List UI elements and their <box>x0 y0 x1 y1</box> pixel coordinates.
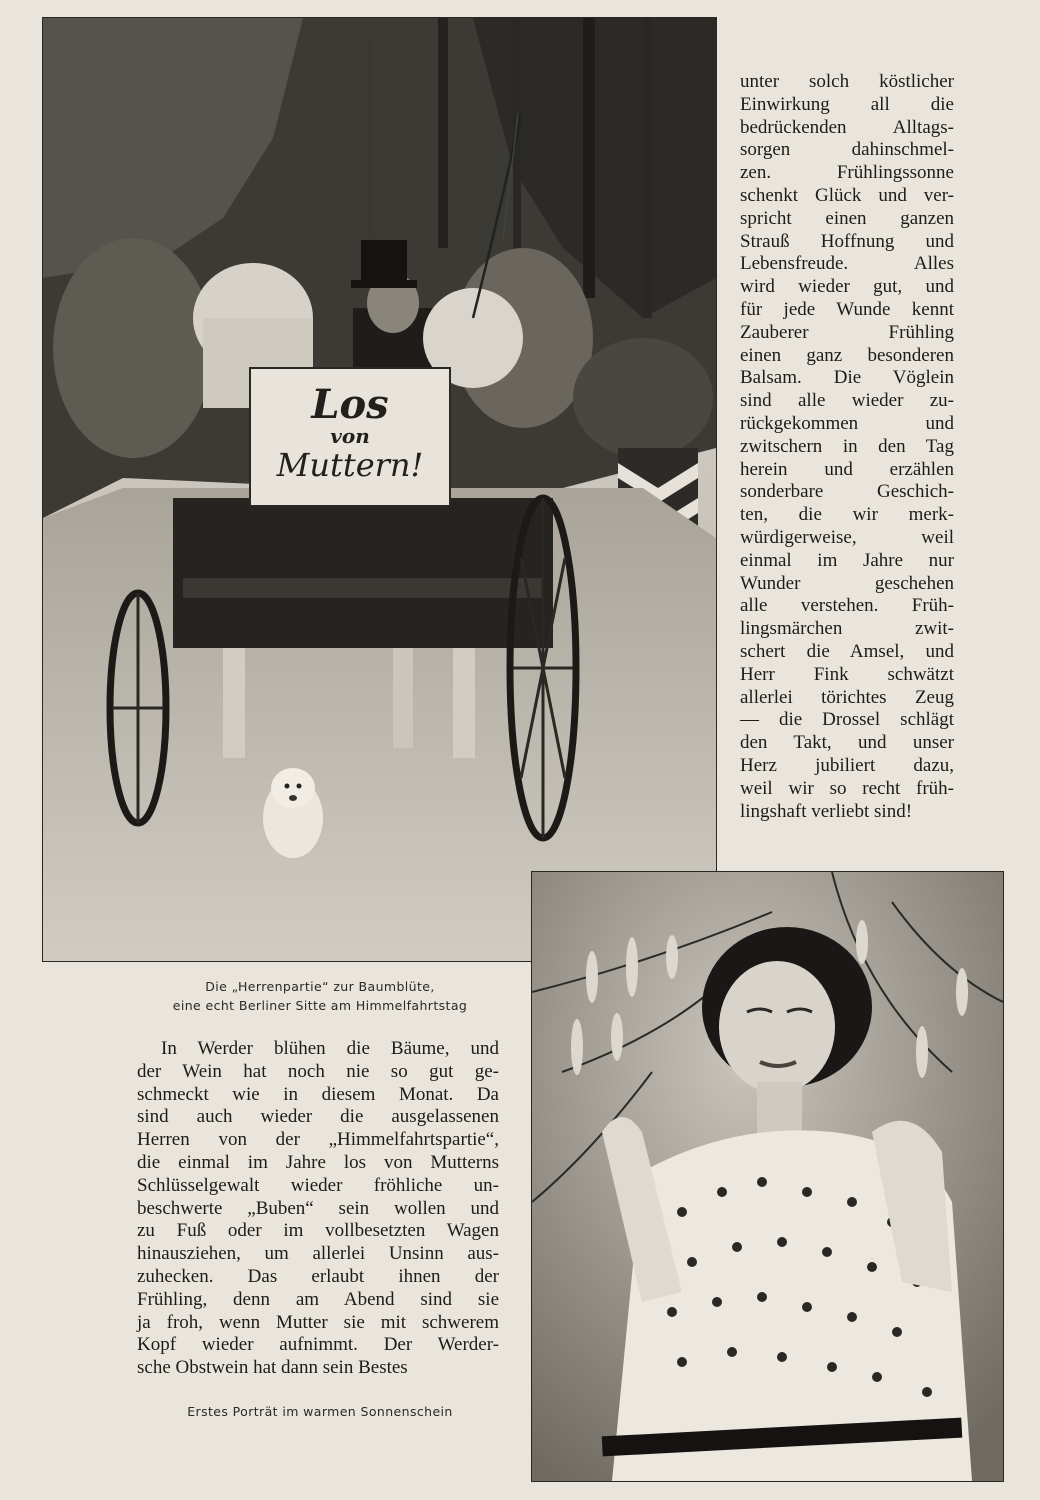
right-column-line: sind alle wieder zu- <box>740 390 954 412</box>
left-column-line: zu Fuß oder im vollbesetzten Wagen <box>137 1220 499 1242</box>
right-column-line: einen ganz besonderen <box>740 344 954 366</box>
left-column-line: sche Obstwein hat dann sein Bestes <box>137 1357 408 1379</box>
carriage-caption <box>100 977 540 1015</box>
left-column-line: Herren von der „Himmelfahrtspartie“, <box>137 1129 499 1151</box>
right-column-line: lingshaft verliebt sind! <box>740 800 913 822</box>
right-column-line: ten, die wir merk- <box>740 504 954 526</box>
right-column-line: schert die Amsel, und <box>740 640 954 662</box>
right-column-line: würdigerweise, weil <box>740 526 954 548</box>
left-column-line: hinausziehen, um allerlei Unsinn aus- <box>137 1243 499 1265</box>
left-column-line: Schlüsselgewalt wieder fröhliche un- <box>137 1174 499 1196</box>
right-column-line: den Takt, und unser <box>740 732 954 754</box>
sign-text-von: von <box>330 424 370 448</box>
right-column-line: wird wieder gut, und <box>740 276 954 298</box>
left-column-line: Frühling, denn am Abend sind sie <box>137 1288 499 1310</box>
left-column-line: die einmal im Jahre los von Mutterns <box>137 1151 499 1173</box>
right-column-line: — die Drossel schlägt <box>740 709 954 731</box>
right-column-line: alle verstehen. Früh- <box>740 595 954 617</box>
left-column-line: Kopf wieder aufnimmt. Der Werder- <box>137 1334 499 1356</box>
left-column-line: schmeckt wie in diesem Monat. Da <box>137 1083 499 1105</box>
carriage-caption-line2: eine echt Berliner Sitte am Himmelfahrtstag <box>172 998 468 1013</box>
right-column-line: Wunder geschehen <box>740 572 954 594</box>
right-column-line: schenkt Glück und ver- <box>740 184 954 206</box>
right-column-line: Lebensfreude. Alles <box>740 253 954 275</box>
right-column-line: unter solch köstlicher <box>740 71 954 92</box>
right-column-line: Strauß Hoffnung und <box>740 230 954 252</box>
carriage-photo <box>42 17 717 962</box>
left-column-line: der Wein hat noch nie so gut ge- <box>137 1060 499 1082</box>
right-text-column <box>740 71 954 823</box>
right-column-line: Einwirkung all die <box>740 93 954 115</box>
right-column-line: rückgekommen und <box>740 412 954 434</box>
left-column-line: sind auch wieder die ausgelassenen <box>137 1106 499 1128</box>
left-column-line: In Werder blühen die Bäume, und <box>161 1038 499 1059</box>
right-column-line: herein und erzählen <box>740 458 954 480</box>
left-column-line: ja froh, wenn Mutter sie mit schwerem <box>137 1311 499 1333</box>
right-column-line: Zauberer Frühling <box>740 321 954 343</box>
left-column-line: beschwerte „Buben“ sein wollen und <box>137 1197 499 1219</box>
right-column-line: spricht einen ganzen <box>740 207 954 229</box>
right-column-line: einmal im Jahre nur <box>740 549 954 571</box>
sign-text-muttern: Muttern! <box>276 446 424 484</box>
right-column-line: bedrückenden Alltags- <box>740 116 954 138</box>
carriage-photo-image <box>43 18 716 961</box>
right-column-line: Balsam. Die Vöglein <box>740 367 954 389</box>
right-column-line: zen. Frühlingssonne <box>740 162 954 184</box>
right-column-line: sonderbare Geschich- <box>740 481 954 503</box>
portrait-photo-image <box>532 872 1003 1481</box>
left-text-column <box>137 1038 499 1380</box>
portrait-caption: Erstes Porträt im warmen Sonnenschein <box>187 1404 453 1419</box>
sign-text-los: Los <box>311 381 389 428</box>
right-column-line: Herr Fink schwätzt <box>740 663 954 685</box>
right-column-line: allerlei törichtes Zeug <box>740 686 954 708</box>
left-column-line: zuhecken. Das erlaubt ihnen der <box>137 1265 499 1287</box>
right-column-line: Herz jubiliert dazu, <box>740 754 954 776</box>
right-column-line: zwitschern in den Tag <box>740 435 954 457</box>
right-column-line: für jede Wunde kennt <box>740 298 954 320</box>
carriage-caption-line1: Die „Herrenpartie“ zur Baumblüte, <box>205 979 435 994</box>
right-column-line: weil wir so recht früh- <box>740 777 954 799</box>
right-column-line: lingsmärchen zwit- <box>740 618 954 640</box>
right-column-line: sorgen dahinschmel- <box>740 139 954 161</box>
portrait-photo <box>531 871 1004 1482</box>
